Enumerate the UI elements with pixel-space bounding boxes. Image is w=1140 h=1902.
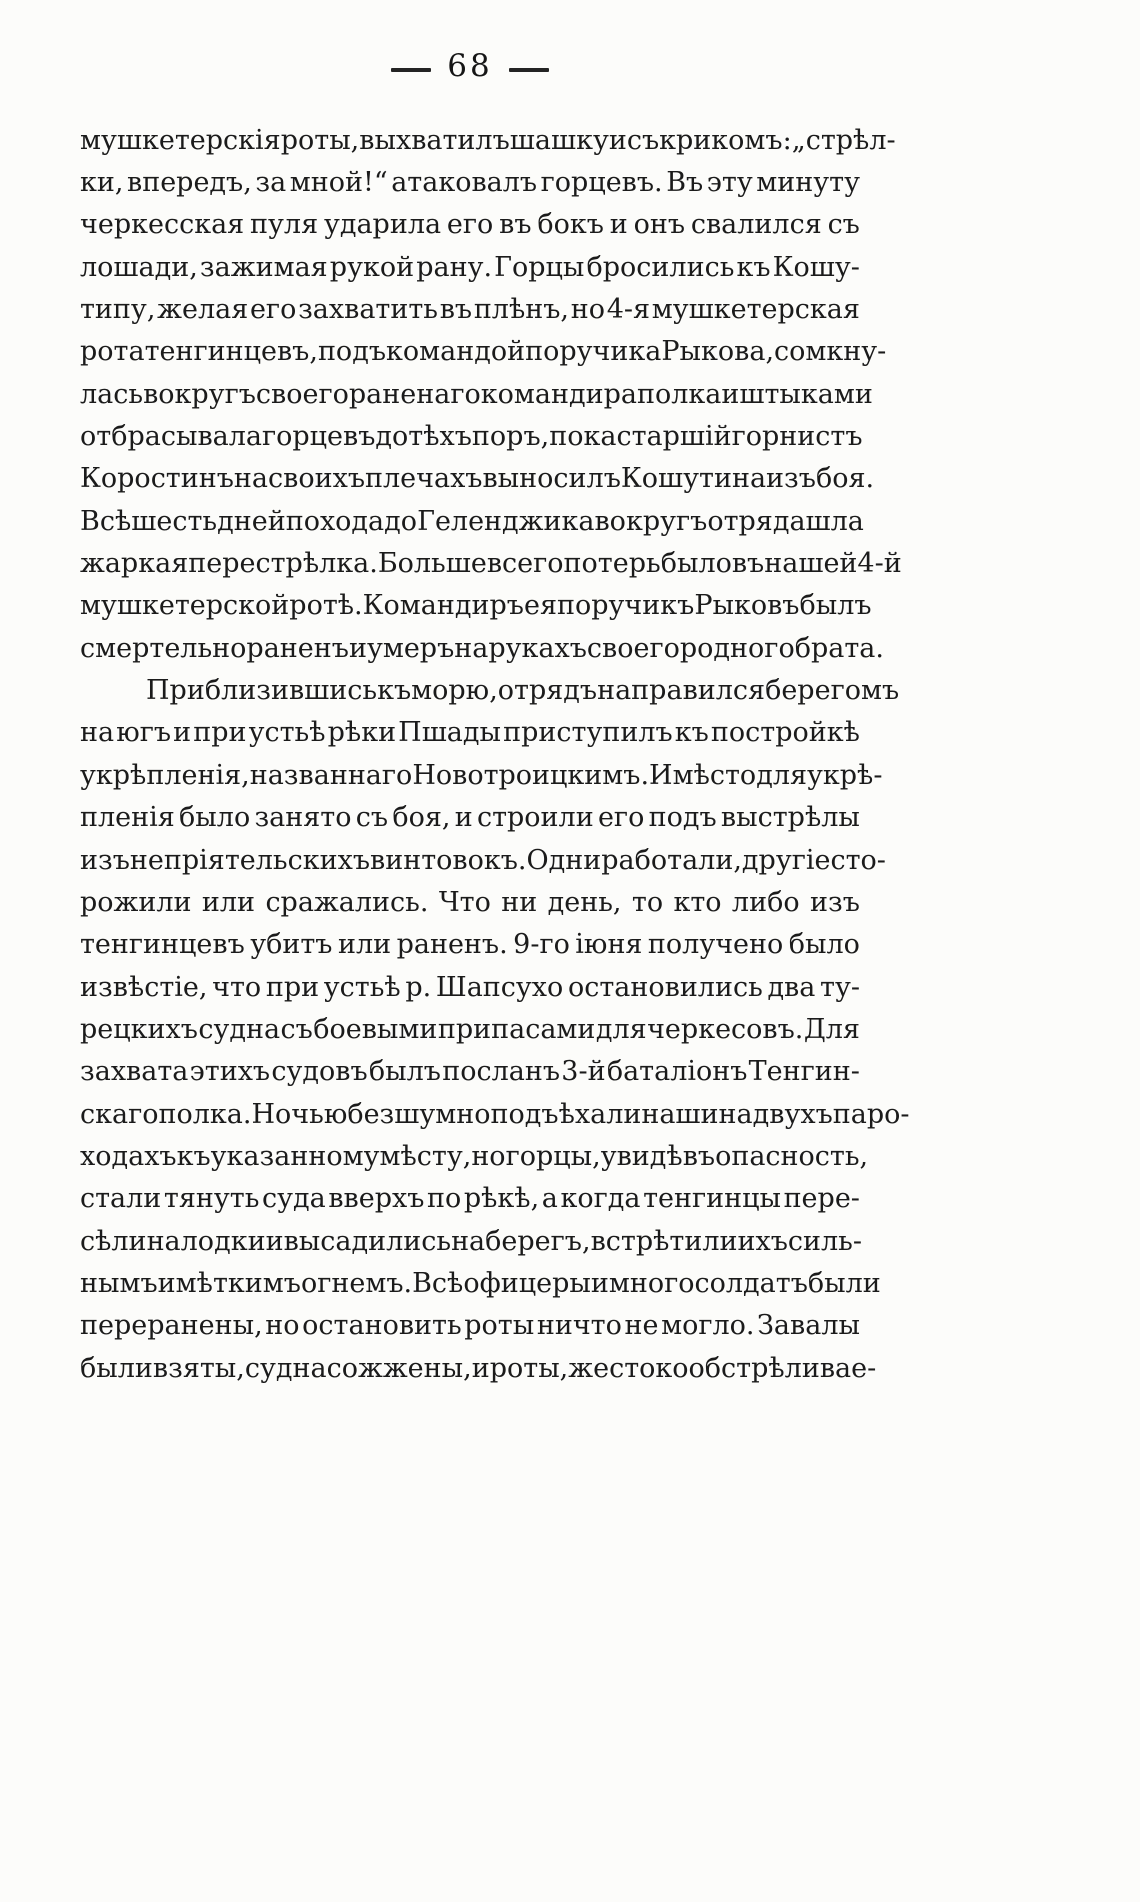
header-rule-right (509, 68, 549, 72)
word: перестрѣлка. (188, 548, 378, 580)
word: 9-го (513, 929, 570, 961)
word: изъ (766, 463, 816, 495)
word: непріятельскихъ (129, 844, 370, 876)
text-line (80, 881, 860, 923)
word: командой (386, 336, 526, 368)
word: ея (523, 590, 557, 622)
word: своего (586, 632, 680, 664)
word: пуля (250, 209, 319, 241)
word: своего (255, 378, 349, 410)
word: мной!“ (289, 167, 388, 199)
text-line (80, 1008, 860, 1050)
word: боя. (815, 463, 875, 495)
word: плечахъ (365, 463, 483, 495)
word: ни (501, 886, 538, 918)
word: сражались. (265, 886, 429, 918)
text-line (80, 1051, 860, 1093)
word: постройкѣ (710, 717, 860, 749)
word: нымъ (80, 1267, 158, 1299)
word: желая (157, 294, 249, 326)
word: на (146, 1225, 181, 1257)
word: переранены, (80, 1310, 263, 1342)
word: р. (405, 971, 432, 1003)
word: Въ (666, 167, 704, 199)
word: но (471, 1140, 506, 1172)
word: захватить (298, 294, 438, 326)
word: ничто (536, 1310, 622, 1342)
word: свалился (690, 209, 822, 241)
word: его (446, 209, 494, 241)
word: роты, (489, 1352, 569, 1384)
word: рецкихъ (80, 1013, 198, 1045)
word: тенгинцевъ (80, 929, 245, 961)
word: берегомъ (765, 675, 900, 707)
word: рукахъ (488, 632, 587, 664)
word: старшій (616, 421, 732, 453)
text-line (80, 246, 860, 288)
word: на (451, 1225, 486, 1257)
word: атаковалъ (391, 167, 538, 199)
word: пере- (783, 1183, 860, 1215)
text-line (80, 415, 863, 457)
text-line (80, 500, 864, 542)
word: подъ (317, 336, 386, 368)
word: морю, (411, 675, 498, 707)
word: винтовокъ. (370, 844, 527, 876)
word: командира (480, 378, 637, 410)
word: извѣстіе, (80, 971, 208, 1003)
word: было (660, 548, 732, 580)
word: на (454, 632, 489, 664)
text-line (80, 1262, 881, 1304)
word: два (767, 971, 816, 1003)
text-line (80, 1178, 860, 1220)
word: и (609, 209, 628, 241)
word: день, (547, 886, 622, 918)
text-line (80, 797, 860, 839)
word: бокъ (537, 209, 604, 241)
word: впередъ, (127, 167, 252, 199)
text-line (80, 119, 896, 161)
word: Пшады (398, 717, 502, 749)
page-number: 68 (447, 48, 493, 84)
word: черкесская (80, 209, 245, 241)
word: кто (673, 886, 722, 918)
word: что (212, 971, 262, 1003)
text-line (80, 966, 860, 1008)
word: полка. (158, 1098, 252, 1130)
word: 4-й (857, 548, 902, 580)
word: югъ (116, 717, 172, 749)
word: и (721, 378, 740, 410)
word: было (788, 929, 860, 961)
word: по (427, 1183, 462, 1215)
word: Для (803, 1013, 860, 1045)
word: роты, (280, 124, 360, 156)
text-line (80, 712, 860, 754)
word: сомкну- (774, 336, 887, 368)
word: поручика (525, 336, 662, 368)
word: нашей (764, 548, 858, 580)
word: мѣсту, (379, 1140, 472, 1172)
word: горцевъ (262, 421, 376, 453)
word: Кошу- (772, 251, 860, 283)
word: Рыковъ (694, 590, 800, 622)
text-line (80, 627, 884, 669)
word: полка (636, 378, 722, 410)
word: лодки (180, 1225, 266, 1257)
word: былъ (799, 590, 872, 622)
word: минуту (756, 167, 860, 199)
word: берегъ, (485, 1225, 591, 1257)
word: наши (641, 1098, 719, 1130)
word: былъ (368, 1056, 441, 1088)
word: устьѣ (248, 717, 326, 749)
word: а (541, 1183, 558, 1215)
word: Всѣ (412, 1267, 464, 1299)
word: и (608, 124, 627, 156)
word: пленія (80, 802, 175, 834)
word: горцевъ. (540, 167, 663, 199)
word: вверхъ (328, 1183, 425, 1215)
word: когда (560, 1183, 641, 1215)
word: офицеры (463, 1267, 591, 1299)
word: не (624, 1310, 659, 1342)
word: дней (217, 505, 286, 537)
word: этихъ (189, 1056, 271, 1088)
word: направился (597, 675, 766, 707)
text-line (80, 924, 860, 966)
word: и (157, 1267, 176, 1299)
word: съ (827, 209, 860, 241)
word: за (255, 167, 287, 199)
word: остановить (302, 1310, 462, 1342)
text-line (80, 754, 883, 796)
word: вокругъ (143, 378, 256, 410)
word: въ (731, 548, 765, 580)
word: потерь (563, 548, 661, 580)
word: съ (280, 1013, 313, 1045)
word: крикомъ: (659, 124, 792, 156)
word: жаркая (80, 548, 189, 580)
word: но (570, 294, 605, 326)
word: къ (674, 717, 709, 749)
word: штыками (739, 378, 873, 410)
text-line (80, 288, 860, 330)
word: суда (262, 1183, 326, 1215)
word: баталіонъ (606, 1056, 748, 1088)
word: и (590, 1267, 609, 1299)
word: 4-я (606, 294, 651, 326)
word: сѣли (80, 1225, 147, 1257)
word: Завалы (757, 1310, 860, 1342)
word: ту- (820, 971, 860, 1003)
word: и (348, 632, 367, 664)
word: силь- (787, 1225, 862, 1257)
word: подъ (648, 802, 717, 834)
word: Что (438, 886, 491, 918)
word: рота (80, 336, 145, 368)
word: много (608, 1267, 695, 1299)
word: безшумно (347, 1098, 491, 1130)
word: стали (80, 1183, 162, 1215)
word: горнистъ (731, 421, 863, 453)
word: въ (439, 294, 473, 326)
word: Горцы (494, 251, 585, 283)
word: изъ (80, 844, 130, 876)
word: рожили (80, 886, 192, 918)
word: отрядъ (497, 675, 598, 707)
word: остановились (567, 971, 763, 1003)
word: и (173, 717, 192, 749)
word: Шапсухо (435, 971, 564, 1003)
word: скаго (80, 1098, 159, 1130)
word: другіе (741, 844, 831, 876)
word: убитъ (250, 929, 333, 961)
text-line (80, 1135, 869, 1177)
word: мушкетерской (80, 590, 290, 622)
word: опасность, (715, 1140, 869, 1172)
word: похода (285, 505, 385, 537)
word: 3-й (561, 1056, 606, 1088)
word: Геленджика (417, 505, 595, 537)
word: рѣки (327, 717, 397, 749)
word: могло. (661, 1310, 755, 1342)
word: раненъ (246, 632, 349, 664)
word: раненаго (348, 378, 481, 410)
word: указанному (210, 1140, 380, 1172)
word: работали, (601, 844, 742, 876)
word: до (384, 505, 418, 537)
word: пока (549, 421, 617, 453)
word: рукой (329, 251, 415, 283)
word: выстрѣлы (720, 802, 860, 834)
word: роты (464, 1310, 535, 1342)
word: паро- (832, 1098, 910, 1130)
word: тенгинцевъ, (144, 336, 318, 368)
word: рѣкѣ, (463, 1183, 540, 1215)
word: увидѣвъ (600, 1140, 716, 1172)
word: для (756, 759, 808, 791)
word: къ (377, 675, 412, 707)
word: горцы, (505, 1140, 601, 1172)
text-line (80, 1305, 860, 1347)
word: его (249, 294, 297, 326)
word: ударила (323, 209, 442, 241)
word: боевыми (313, 1013, 438, 1045)
word: до (375, 421, 409, 453)
word: эту (706, 167, 753, 199)
word: родного (679, 632, 795, 664)
text-line (80, 373, 873, 415)
word: зажимая (199, 251, 328, 283)
word: И (649, 759, 673, 791)
word: тѣхъ (408, 421, 472, 453)
word: взяты, (152, 1352, 245, 1384)
word: получено (647, 929, 784, 961)
word: укрѣпленія, (80, 759, 250, 791)
word: Ночью (251, 1098, 348, 1130)
word: были (807, 1267, 881, 1299)
word: съ (355, 802, 389, 834)
word: шла (805, 505, 864, 537)
word: брата. (794, 632, 884, 664)
word: названнаго (249, 759, 413, 791)
word: поручикъ (556, 590, 695, 622)
text-line (80, 1220, 860, 1262)
word: Кошутина (620, 463, 767, 495)
word: лошади, (80, 251, 198, 283)
word: припасами (437, 1013, 596, 1045)
word: при (193, 717, 247, 749)
word: укрѣ- (807, 759, 883, 791)
word: судовъ (271, 1056, 368, 1088)
word: ротѣ. (289, 590, 363, 622)
word: онъ (633, 209, 686, 241)
word: или (201, 886, 256, 918)
word: было (179, 802, 251, 834)
word: строили (476, 802, 594, 834)
word: отбрасывала (80, 421, 262, 453)
word: тянуть (163, 1183, 260, 1215)
word: либо (731, 886, 800, 918)
word: ходахъ (80, 1140, 177, 1172)
word: Приблизившись (146, 675, 378, 707)
text-line (80, 542, 902, 584)
word: мушкетерская (651, 294, 860, 326)
word: встрѣтили (590, 1225, 738, 1257)
header-rule-left (391, 68, 431, 72)
word: то (631, 886, 664, 918)
body-text (80, 119, 910, 1389)
word: раненъ. (396, 929, 508, 961)
word: бросились (586, 251, 735, 283)
word: іюня (575, 929, 643, 961)
word: или (337, 929, 392, 961)
word: посланъ (442, 1056, 561, 1088)
word: Новотроицкимъ. (412, 759, 650, 791)
word: и (454, 802, 473, 834)
word: своихъ (268, 463, 365, 495)
word: ихъ (737, 1225, 788, 1257)
word: огнемъ. (300, 1267, 413, 1299)
word: боя, (392, 802, 451, 834)
word: мѣткимъ (175, 1267, 301, 1299)
word: на (80, 717, 115, 749)
word: шесть (131, 505, 218, 537)
word: тенгинцы (643, 1183, 781, 1215)
page-header (80, 48, 860, 85)
word: занято (254, 802, 352, 834)
word: на (718, 1098, 753, 1130)
word: Коростинъ (80, 463, 234, 495)
word: выхватилъ (359, 124, 510, 156)
word: шашку (509, 124, 609, 156)
word: судна (244, 1352, 327, 1384)
word: лась (80, 378, 144, 410)
text-line (80, 585, 872, 627)
word: Тенгин- (748, 1056, 860, 1088)
word: Рыкова, (661, 336, 775, 368)
word: Командиръ (362, 590, 524, 622)
word: и (265, 1225, 284, 1257)
word: его (597, 802, 645, 834)
word: подъѣхали (490, 1098, 642, 1130)
word: сожжены, (326, 1352, 472, 1384)
word: приступилъ (503, 717, 673, 749)
word: отряда (707, 505, 806, 537)
word: плѣнъ, (473, 294, 569, 326)
word: мушкетерскія (80, 124, 281, 156)
word: изъ (809, 886, 860, 918)
word: на (233, 463, 269, 495)
word: типу, (80, 294, 156, 326)
word: „стрѣл- (791, 124, 896, 156)
word: жестоко (568, 1352, 689, 1384)
word: въ (499, 209, 532, 241)
text-line (80, 161, 860, 203)
text-line (80, 331, 887, 373)
text-line (80, 839, 886, 881)
text-line (80, 458, 875, 500)
text-line (80, 204, 860, 246)
word: двухъ (752, 1098, 833, 1130)
word: Одни (526, 844, 602, 876)
word: захвата (80, 1056, 189, 1088)
word: выносилъ (482, 463, 621, 495)
text-line (80, 669, 900, 711)
word: къ (736, 251, 771, 283)
word: для (595, 1013, 647, 1045)
word: ки, (80, 167, 124, 199)
word: высадились (283, 1225, 452, 1257)
word: но (265, 1310, 300, 1342)
word: солдатъ (694, 1267, 808, 1299)
word: умеръ (366, 632, 455, 664)
word: устьѣ (323, 971, 401, 1003)
word: съ (626, 124, 660, 156)
word: мѣсто (672, 759, 757, 791)
word: черкесовъ. (647, 1013, 804, 1045)
word: смертельно (80, 632, 247, 664)
word: всего (486, 548, 564, 580)
word: рану. (416, 251, 493, 283)
word: Больше (377, 548, 487, 580)
word: и (471, 1352, 490, 1384)
word: поръ, (471, 421, 550, 453)
text-line (80, 1093, 910, 1135)
word: при (265, 971, 320, 1003)
word: къ (176, 1140, 211, 1172)
text-line (80, 1347, 877, 1389)
word: Всѣ (80, 505, 132, 537)
word: судна (198, 1013, 281, 1045)
word: сто- (830, 844, 886, 876)
word: обстрѣливае- (688, 1352, 877, 1384)
word: были (80, 1352, 153, 1384)
word: вокругъ (594, 505, 708, 537)
